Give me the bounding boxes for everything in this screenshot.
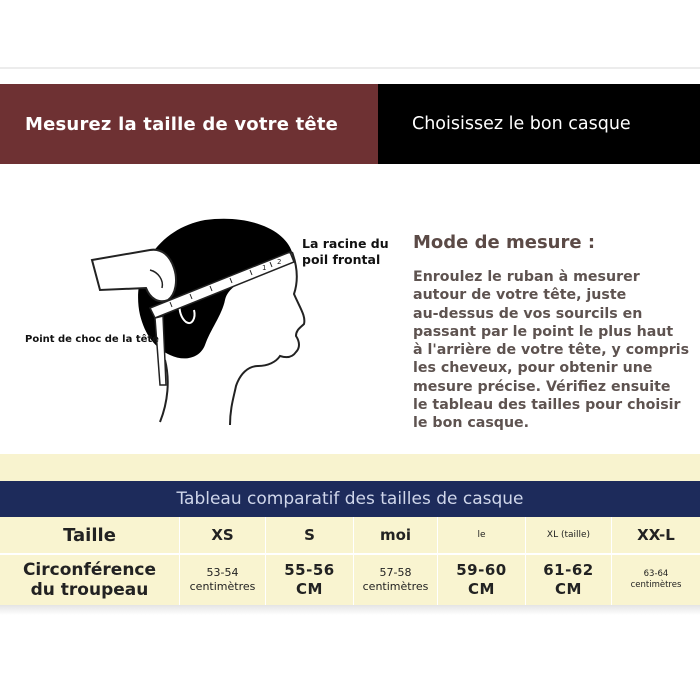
top-divider (0, 67, 700, 69)
circumference-xxl (612, 555, 700, 605)
method-description (413, 268, 698, 433)
method-line: autour de votre tête, juste (413, 287, 627, 304)
value-range: 61-62 (543, 561, 594, 579)
method-line: Enroulez le ruban à mesurer (413, 269, 640, 285)
circumference-xl (526, 555, 612, 605)
value-range: 57-58 (379, 566, 412, 579)
method-line: les cheveux, pour obtenir une (413, 360, 653, 377)
method-line: le tableau des tailles pour choisir (413, 397, 681, 414)
banner-choose-helmet (378, 84, 700, 164)
value-unit: CM (468, 580, 495, 598)
method-line: le bon casque. (413, 415, 530, 432)
value-range: 59-60 (456, 561, 507, 579)
circumference-s (266, 555, 354, 605)
method-line: passant par le point le plus haut (413, 323, 674, 340)
size-m: moi (354, 517, 438, 553)
hand-shape (92, 250, 176, 302)
size-header-label: Taille (0, 517, 180, 553)
value-unit: centimètres (362, 580, 429, 593)
method-line: mesure précise. Vérifiez ensuite (413, 378, 671, 395)
banner-right-title: Choisissez le bon casque (412, 114, 631, 134)
method-line: au-dessus de vos sourcils en (413, 305, 643, 322)
tape-number-1: 1 (262, 264, 267, 272)
method-line: à l'arrière de votre tête, y compris (413, 342, 690, 359)
circumference-l (438, 555, 526, 605)
circumference-label-line1: Circonférence (22, 560, 157, 580)
size-xl: XL (taille) (526, 517, 612, 553)
label-hairline-line1: La racine du (302, 236, 389, 251)
value-unit: CM (296, 580, 323, 598)
banner-measure-head (0, 84, 378, 164)
head-measure-illustration (0, 190, 400, 450)
circumference-xs (180, 555, 266, 605)
circumference-label (0, 555, 180, 605)
cream-band (0, 454, 700, 481)
value-unit: CM (555, 580, 582, 598)
size-s: S (266, 517, 354, 553)
size-xs: XS (180, 517, 266, 553)
value-range: 53-54 (206, 566, 239, 579)
circumference-label-line2: du troupeau (30, 580, 149, 600)
size-table-title-text: Tableau comparatif des tailles de casque (176, 489, 524, 509)
size-table-title (0, 481, 700, 517)
value-range: 63-64 (643, 569, 669, 579)
size-xxl: XX-L (637, 526, 675, 544)
value-unit: centimètres (630, 580, 682, 590)
tape-number-2: 2 (277, 258, 282, 266)
bottom-shadow (0, 605, 700, 615)
size-table (0, 517, 700, 605)
size-header-row (0, 517, 700, 553)
size-l: le (438, 517, 526, 553)
circumference-row (0, 555, 700, 605)
banner-left-title: Mesurez la taille de votre tête (25, 113, 339, 135)
method-title: Mode de mesure : (413, 232, 596, 253)
circumference-m (354, 555, 438, 605)
value-range: 55-56 (284, 561, 335, 579)
label-hairline (302, 236, 389, 268)
label-hairline-line2: poil frontal (302, 252, 381, 267)
value-unit: centimètres (189, 580, 256, 593)
label-impact-point: Point de choc de la tête (25, 334, 159, 345)
